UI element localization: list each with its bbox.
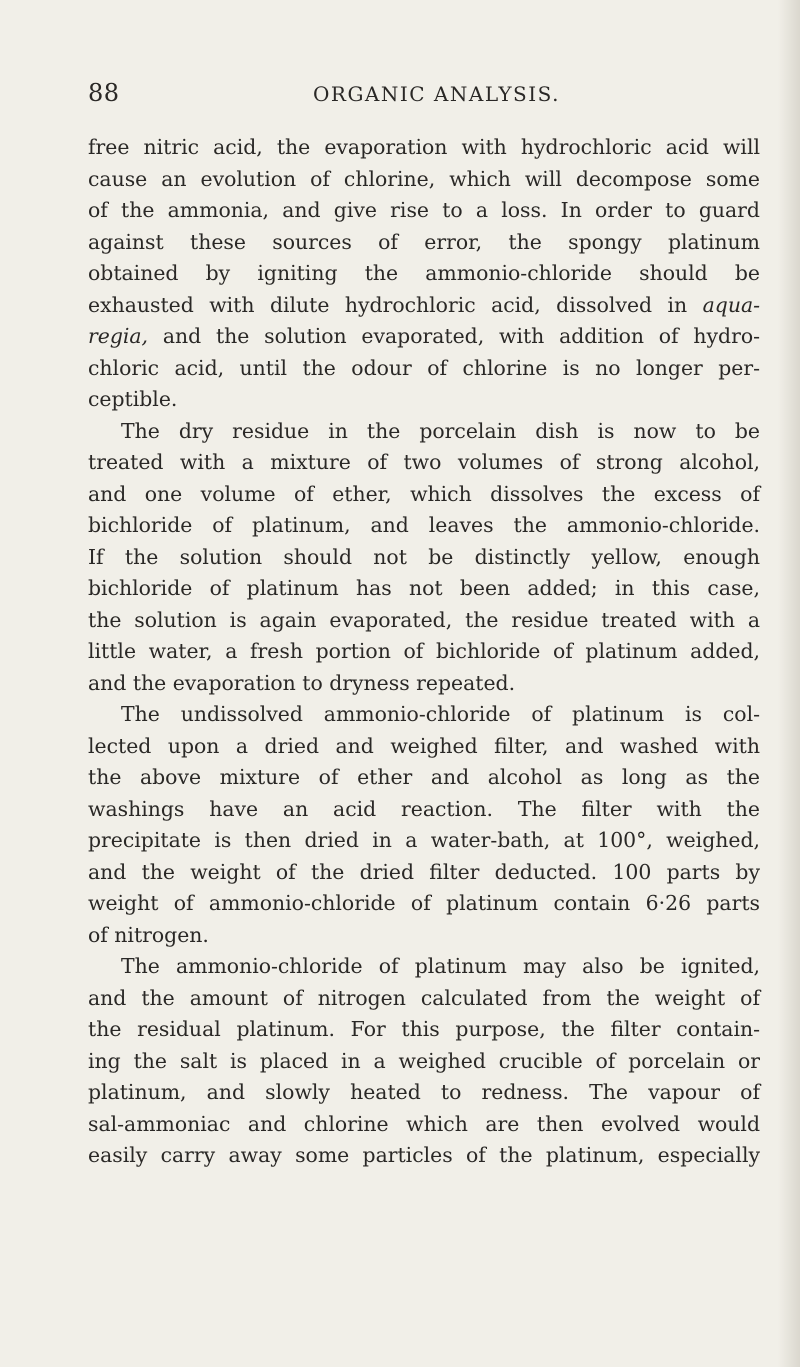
- text-line: and the weight of the dried filter deducted. 100 parts by: [88, 859, 760, 884]
- text-line: easily carry away some particles of the platinum, especially: [88, 1143, 760, 1167]
- running-head: ORGANIC ANALYSIS.: [313, 82, 560, 106]
- text-line: exhausted with dilute hydrochloric acid, dissolved in aqua-: [88, 292, 760, 317]
- paragraph-start-line: The ammonio-chloride of platinum may also be ignited,: [121, 954, 760, 978]
- paragraph-start-line: The dry residue in the porcelain dish is now to be: [121, 418, 760, 443]
- text-line: and the amount of nitrogen calculated from the weight of: [88, 985, 760, 1010]
- text-line: chloric acid, until the odour of chlorine is no longer per-: [88, 355, 760, 380]
- text-line: ing the salt is placed in a weighed crucible of porcelain or: [88, 1048, 760, 1073]
- text-line: free nitric acid, the evaporation with hydrochloric acid will: [88, 135, 760, 159]
- text-line: against these sources of error, the spongy platinum: [88, 229, 760, 254]
- text-line: the above mixture of ether and alcohol as long as the: [88, 765, 760, 789]
- page-edge-shadow: [778, 0, 800, 1367]
- italic-word: aqua-: [702, 292, 760, 317]
- text-line: platinum, and slowly heated to redness. The vapour of: [88, 1080, 760, 1104]
- text-line: precipitate is then dried in a water-bath, at 100°, weighed,: [88, 828, 760, 852]
- italic-word: regia,: [88, 324, 149, 348]
- text-line: cause an evolution of chlorine, which will decompose some: [88, 166, 760, 191]
- paragraph-start-line: The undissolved ammonio-chloride of platinum is col-: [121, 702, 760, 726]
- page-header: [88, 79, 748, 109]
- text-line: bichloride of platinum has not been added; in this case,: [88, 576, 760, 600]
- text-line: weight of ammonio-chloride of platinum contain 6·26 parts: [88, 891, 760, 915]
- page-number: 88: [88, 79, 120, 107]
- text-line: bichloride of platinum, and leaves the ammonio-chloride.: [88, 513, 760, 537]
- text-line: of the ammonia, and give rise to a loss. In order to guard: [88, 198, 760, 222]
- text-line: and one volume of ether, which dissolves the excess of: [88, 481, 760, 506]
- text-line: lected upon a dried and weighed filter, and washed with: [88, 733, 760, 758]
- text-line: regia, and the solution evaporated, with addition of hydro-: [88, 324, 760, 348]
- body-text: [88, 132, 760, 1172]
- text-line: little water, a fresh portion of bichloride of platinum added,: [88, 639, 760, 663]
- text-line: and the evaporation to dryness repeated.: [88, 670, 516, 695]
- text-line: the solution is again evaporated, the residue treated with a: [88, 607, 760, 632]
- text-line: treated with a mixture of two volumes of strong alcohol,: [88, 450, 760, 474]
- text-line: of nitrogen.: [88, 922, 209, 947]
- text-line: obtained by igniting the ammonio-chloride should be: [88, 261, 760, 285]
- text-line: washings have an acid reaction. The filter with the: [88, 796, 760, 821]
- text-line: the residual platinum. For this purpose, the filter contain-: [88, 1017, 760, 1041]
- text-line: ceptible.: [88, 387, 178, 411]
- text-line: If the solution should not be distinctly yellow, enough: [88, 544, 760, 569]
- text-line: sal-ammoniac and chlorine which are then evolved would: [88, 1111, 760, 1136]
